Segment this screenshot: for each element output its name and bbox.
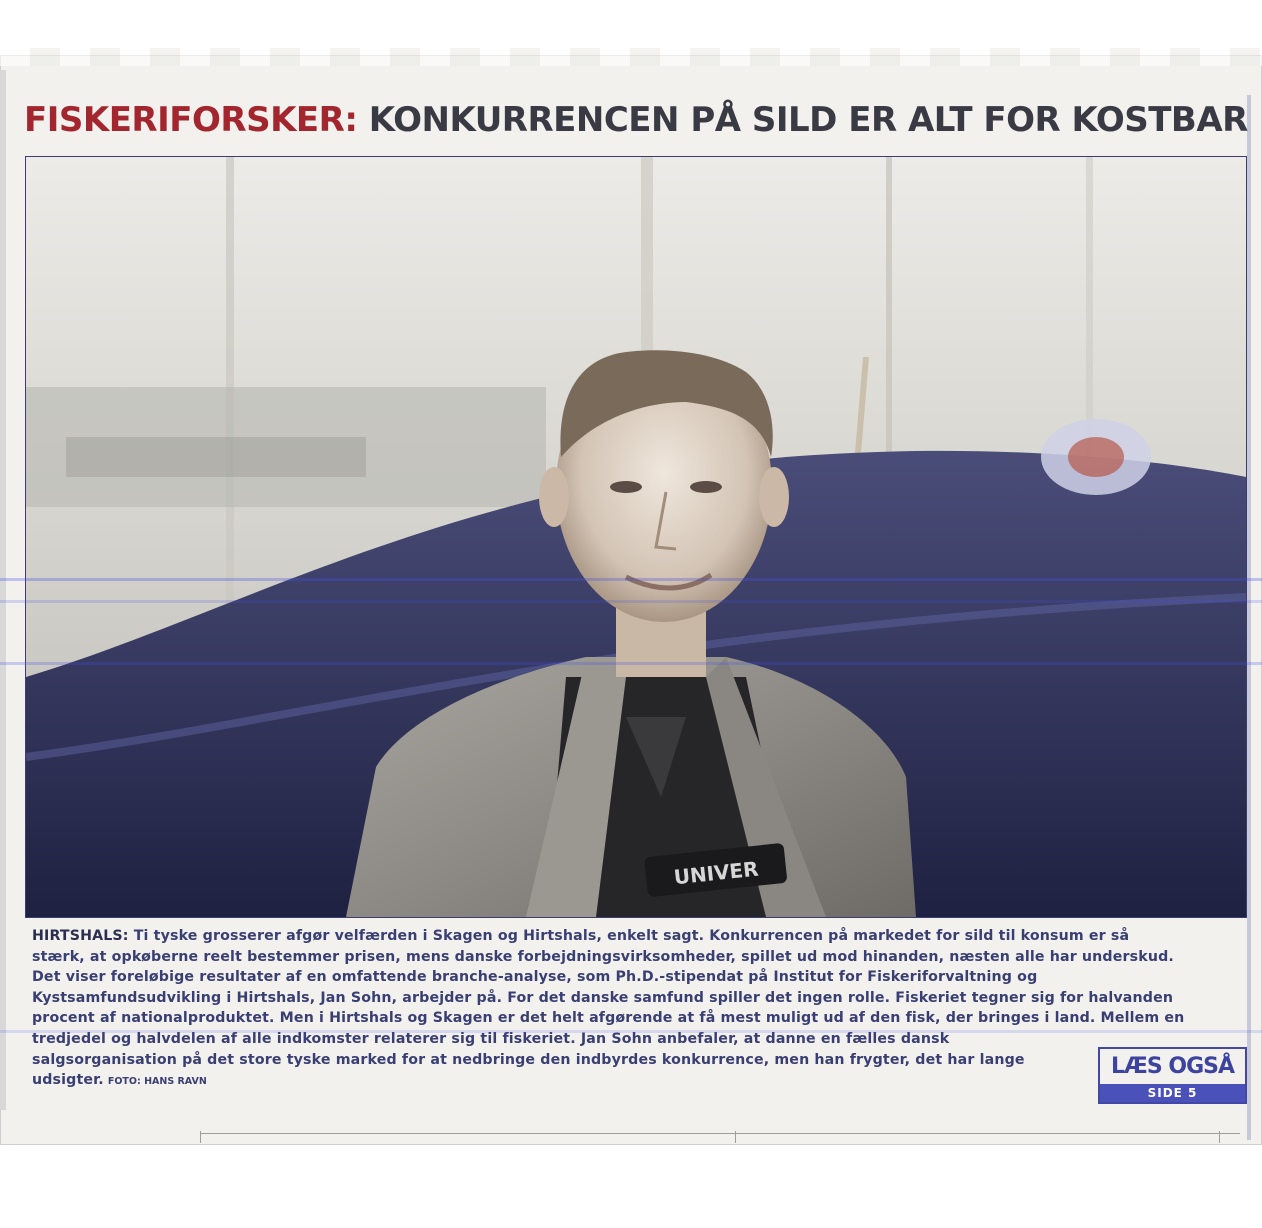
column-tick <box>1219 1131 1220 1143</box>
caption-dateline: HIRTSHALS: <box>32 928 129 944</box>
scan-artifact <box>0 662 1262 665</box>
scan-artifact <box>0 1030 1262 1033</box>
shirt-print: UNIVER <box>672 856 760 890</box>
article-headline <box>24 96 1248 144</box>
caption-line: Kystsamfundsudvikling i Hirtshals, Jan Sohn, arbejder på. For det danske samfund spiller det ingen rolle. Fiskeriet tegner sig for halvanden <box>32 989 1174 1006</box>
scan-artifact <box>0 600 1262 603</box>
caption-line: tredjedel og halvdelen af alle indkomster relaterer sig til fiskeriet. Jan Sohn anbefaler, at danne en fælles dansk <box>32 1030 950 1047</box>
right-paper-edge <box>1247 95 1251 1140</box>
photo-credit: FOTO: HANS RAVN <box>107 1076 207 1088</box>
see-also-title: LÆS OGSÅ <box>1110 1054 1235 1079</box>
torn-paper-edge <box>0 48 1262 66</box>
caption-line: udsigter. <box>32 1072 104 1089</box>
scan-artifact <box>0 578 1262 581</box>
caption-line: procent af nationalproduktet. Men i Hirtshals og Skagen er det helt afgørende at få mest muligt ud af den fisk, der bringes i land. Mellem en <box>32 1010 1185 1027</box>
see-also-page: SIDE 5 <box>1100 1084 1245 1102</box>
headline-kicker: FISKERIFORSKER: <box>24 100 358 140</box>
column-tick <box>200 1131 201 1143</box>
caption-line: Det viser foreløbige resultater af en omfattende branche-analyse, som Ph.D.-stipendat på Institut for Fiskeriforvaltning og <box>32 969 1038 986</box>
photo-caption <box>32 926 1247 1111</box>
column-rule <box>200 1133 1240 1134</box>
photo-illustration <box>26 157 1246 917</box>
caption-line: stærk, at opkøberne reelt bestemmer prisen, mens danske forbejdningsvirksomheder, spillet ud mod hinanden, næsten alle har underskud. <box>32 948 1174 965</box>
article-photo <box>25 156 1247 918</box>
see-also-box <box>1098 1047 1247 1104</box>
headline-main: KONKURRENCEN PÅ SILD ER ALT FOR KOSTBAR <box>368 100 1248 140</box>
left-paper-edge <box>0 70 6 1110</box>
caption-line: Ti tyske grosserer afgør velfærden i Skagen og Hirtshals, enkelt sagt. Konkurrencen på markedet for sild til konsum er så <box>128 928 1130 944</box>
column-tick <box>735 1131 736 1143</box>
caption-line: salgsorganisation på det store tyske marked for at nedbringe den indbyrdes konkurrence, men han frygter, det har lange <box>32 1051 1025 1068</box>
